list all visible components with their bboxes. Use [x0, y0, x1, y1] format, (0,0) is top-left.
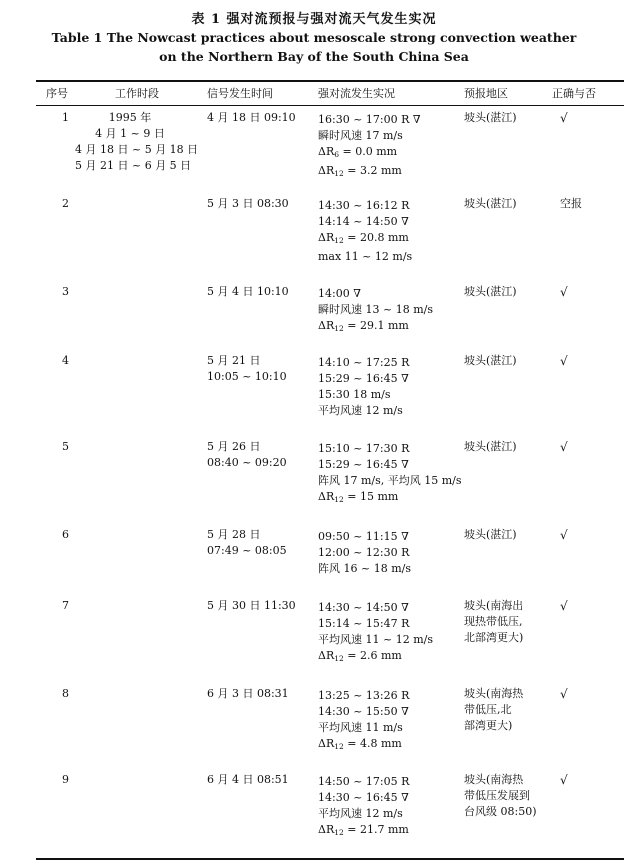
row-area [464, 527, 517, 543]
row-observed-line: 14:30 ~ 16:12 R [318, 199, 410, 212]
row-seq: 1 [62, 111, 69, 124]
row-seq: 4 [62, 354, 69, 367]
row-signal-time [207, 598, 296, 614]
row-observed [318, 774, 409, 841]
row-observed [318, 198, 412, 265]
row-area-line: 坡头(湛江) [464, 354, 517, 367]
row-signal-time-line: 5 月 30 日 11:30 [207, 599, 296, 612]
row-seq: 6 [62, 528, 69, 541]
header-signal-time: 信号发生时间 [207, 87, 273, 100]
row-observed [318, 688, 409, 755]
header-period: 工作时段 [115, 87, 159, 100]
header-correct: 正确与否 [552, 87, 596, 100]
row-signal-time [207, 527, 287, 559]
row-signal-time [207, 772, 289, 788]
caption-english-line-2: on the Northern Bay of the South China Sea [159, 49, 469, 64]
row-period-line: 4 月 18 日 ~ 5 月 18 日 [75, 143, 199, 156]
row-seq: 2 [62, 197, 69, 210]
caption-english-line-1: Table 1 The Nowcast practices about mesoscale strong convection weather [51, 30, 577, 45]
row-area [464, 110, 517, 126]
row-seq: 5 [62, 440, 69, 453]
row-signal-time [207, 686, 289, 702]
row-observed-line: 16:30 ~ 17:00 R ∇ [318, 113, 421, 126]
row-observed [318, 112, 421, 182]
row-observed [318, 286, 433, 337]
row-signal-time-line: 5 月 26 日 [207, 440, 261, 453]
row-result: √ [560, 285, 568, 299]
row-area-line: 坡头(南海出 [464, 599, 524, 612]
row-observed-line: 12:00 ~ 12:30 R [318, 546, 410, 559]
table-header-rule [36, 105, 624, 106]
row-observed-line: $\Delta R_{12} = 3.2$ mm [318, 164, 402, 178]
row-seq: 8 [62, 687, 69, 700]
header-seq: 序号 [46, 87, 68, 100]
row-result: 空报 [560, 197, 582, 210]
row-area [464, 196, 517, 212]
row-result: √ [560, 354, 568, 368]
row-observed-line: 15:29 ~ 16:45 ∇ [318, 458, 409, 471]
row-observed-line: 15:10 ~ 17:30 R [318, 442, 410, 455]
row-observed-line: 14:50 ~ 17:05 R [318, 775, 410, 788]
row-observed-line: 瞬时风速 17 m/s [318, 129, 403, 142]
row-area-line: 部湾更大) [464, 719, 513, 732]
row-observed-line: 14:00 ∇ [318, 287, 361, 300]
row-signal-time-line: 08:40 ~ 09:20 [207, 456, 287, 469]
header-area: 预报地区 [464, 87, 508, 100]
row-observed-line: 14:30 ~ 14:50 ∇ [318, 601, 409, 614]
row-area-line: 现热带低压, [464, 615, 523, 628]
row-area-line: 带低压,北 [464, 703, 512, 716]
row-signal-time [207, 284, 289, 300]
header-observed: 强对流发生实况 [318, 87, 395, 100]
row-result: √ [560, 599, 568, 613]
row-observed [318, 600, 433, 667]
row-seq: 9 [62, 773, 69, 786]
row-signal-time-line: 5 月 3 日 08:30 [207, 197, 289, 210]
row-signal-time-line: 5 月 28 日 [207, 528, 261, 541]
row-period-line: 5 月 21 日 ~ 6 月 5 日 [75, 159, 192, 172]
row-observed-line: max 11 ~ 12 m/s [318, 250, 413, 263]
row-seq: 3 [62, 285, 69, 298]
table-bottom-rule [36, 858, 624, 860]
row-area-line: 坡头(南海热 [464, 687, 524, 700]
row-result: √ [560, 773, 568, 787]
row-observed-line: 13:25 ~ 13:26 R [318, 689, 410, 702]
row-observed-line: 阵风 16 ~ 18 m/s [318, 562, 411, 575]
row-observed-line: 14:30 ~ 16:45 ∇ [318, 791, 409, 804]
row-observed-line: 瞬时风速 13 ~ 18 m/s [318, 303, 433, 316]
row-area-line: 坡头(湛江) [464, 440, 517, 453]
row-area [464, 353, 517, 369]
row-observed-line: 平均风速 12 m/s [318, 807, 403, 820]
row-observed [318, 355, 409, 419]
row-observed-line: 平均风速 11 ~ 12 m/s [318, 633, 433, 646]
row-observed-line: 14:14 ~ 14:50 ∇ [318, 215, 409, 228]
row-observed-line: 15:30 18 m/s [318, 388, 391, 401]
row-period-line: 1995 年 [108, 111, 152, 124]
row-observed-line: 09:50 ~ 11:15 ∇ [318, 530, 409, 543]
row-signal-time [207, 353, 287, 385]
row-signal-time [207, 110, 296, 126]
row-area-line: 坡头(南海热 [464, 773, 524, 786]
row-result: √ [560, 111, 568, 125]
row-area [464, 772, 537, 820]
row-observed-line: 平均风速 11 m/s [318, 721, 403, 734]
row-result: √ [560, 687, 568, 701]
row-observed-line: $\Delta R_6 = 0.0$ mm [318, 145, 398, 159]
row-signal-time [207, 439, 287, 471]
row-result: √ [560, 528, 568, 542]
row-seq: 7 [62, 599, 69, 612]
row-signal-time-line: 4 月 18 日 09:10 [207, 111, 296, 124]
row-area-line: 带低压发展到 [464, 789, 530, 802]
row-observed-line: 平均风速 12 m/s [318, 404, 403, 417]
row-observed-line: $\Delta R_{12} = 4.8$ mm [318, 737, 402, 751]
row-area [464, 284, 517, 300]
row-signal-time-line: 6 月 3 日 08:31 [207, 687, 289, 700]
row-area-line: 坡头(湛江) [464, 285, 517, 298]
row-signal-time-line: 5 月 4 日 10:10 [207, 285, 289, 298]
row-area [464, 686, 523, 734]
row-observed-line: $\Delta R_{12} = 15$ mm [318, 490, 399, 504]
row-observed-line: 14:10 ~ 17:25 R [318, 356, 410, 369]
row-signal-time [207, 196, 289, 212]
row-signal-time-line: 10:05 ~ 10:10 [207, 370, 287, 383]
row-area [464, 439, 517, 455]
row-area-line: 坡头(湛江) [464, 528, 517, 541]
row-observed-line: 15:29 ~ 16:45 ∇ [318, 372, 409, 385]
caption-chinese: 表 1 强对流预报与强对流天气发生实况 [191, 12, 437, 27]
row-area-line: 北部湾更大) [464, 631, 524, 644]
row-observed-line: $\Delta R_{12} = 20.8$ mm [318, 231, 409, 245]
row-area-line: 坡头(湛江) [464, 197, 517, 210]
row-observed-line: $\Delta R_{12} = 21.7$ mm [318, 823, 409, 837]
row-area-line: 坡头(湛江) [464, 111, 517, 124]
row-signal-time-line: 6 月 4 日 08:51 [207, 773, 289, 786]
row-observed-line: 14:30 ~ 15:50 ∇ [318, 705, 409, 718]
row-signal-time-line: 07:49 ~ 08:05 [207, 544, 287, 557]
row-area [464, 598, 523, 646]
row-signal-time-line: 5 月 21 日 [207, 354, 261, 367]
row-observed [318, 441, 462, 508]
row-observed-line: $\Delta R_{12} = 29.1$ mm [318, 319, 409, 333]
table-top-rule [36, 80, 624, 82]
row-observed-line: 阵风 17 m/s, 平均风 15 m/s [318, 474, 462, 487]
row-period [75, 110, 199, 174]
row-observed-line: $\Delta R_{12} = 2.6$ mm [318, 649, 402, 663]
row-area-line: 台风级 08:50) [464, 805, 537, 818]
row-observed [318, 529, 411, 577]
row-observed-line: 15:14 ~ 15:47 R [318, 617, 410, 630]
row-period-line: 4 月 1 ~ 9 日 [95, 127, 165, 140]
row-result: √ [560, 440, 568, 454]
